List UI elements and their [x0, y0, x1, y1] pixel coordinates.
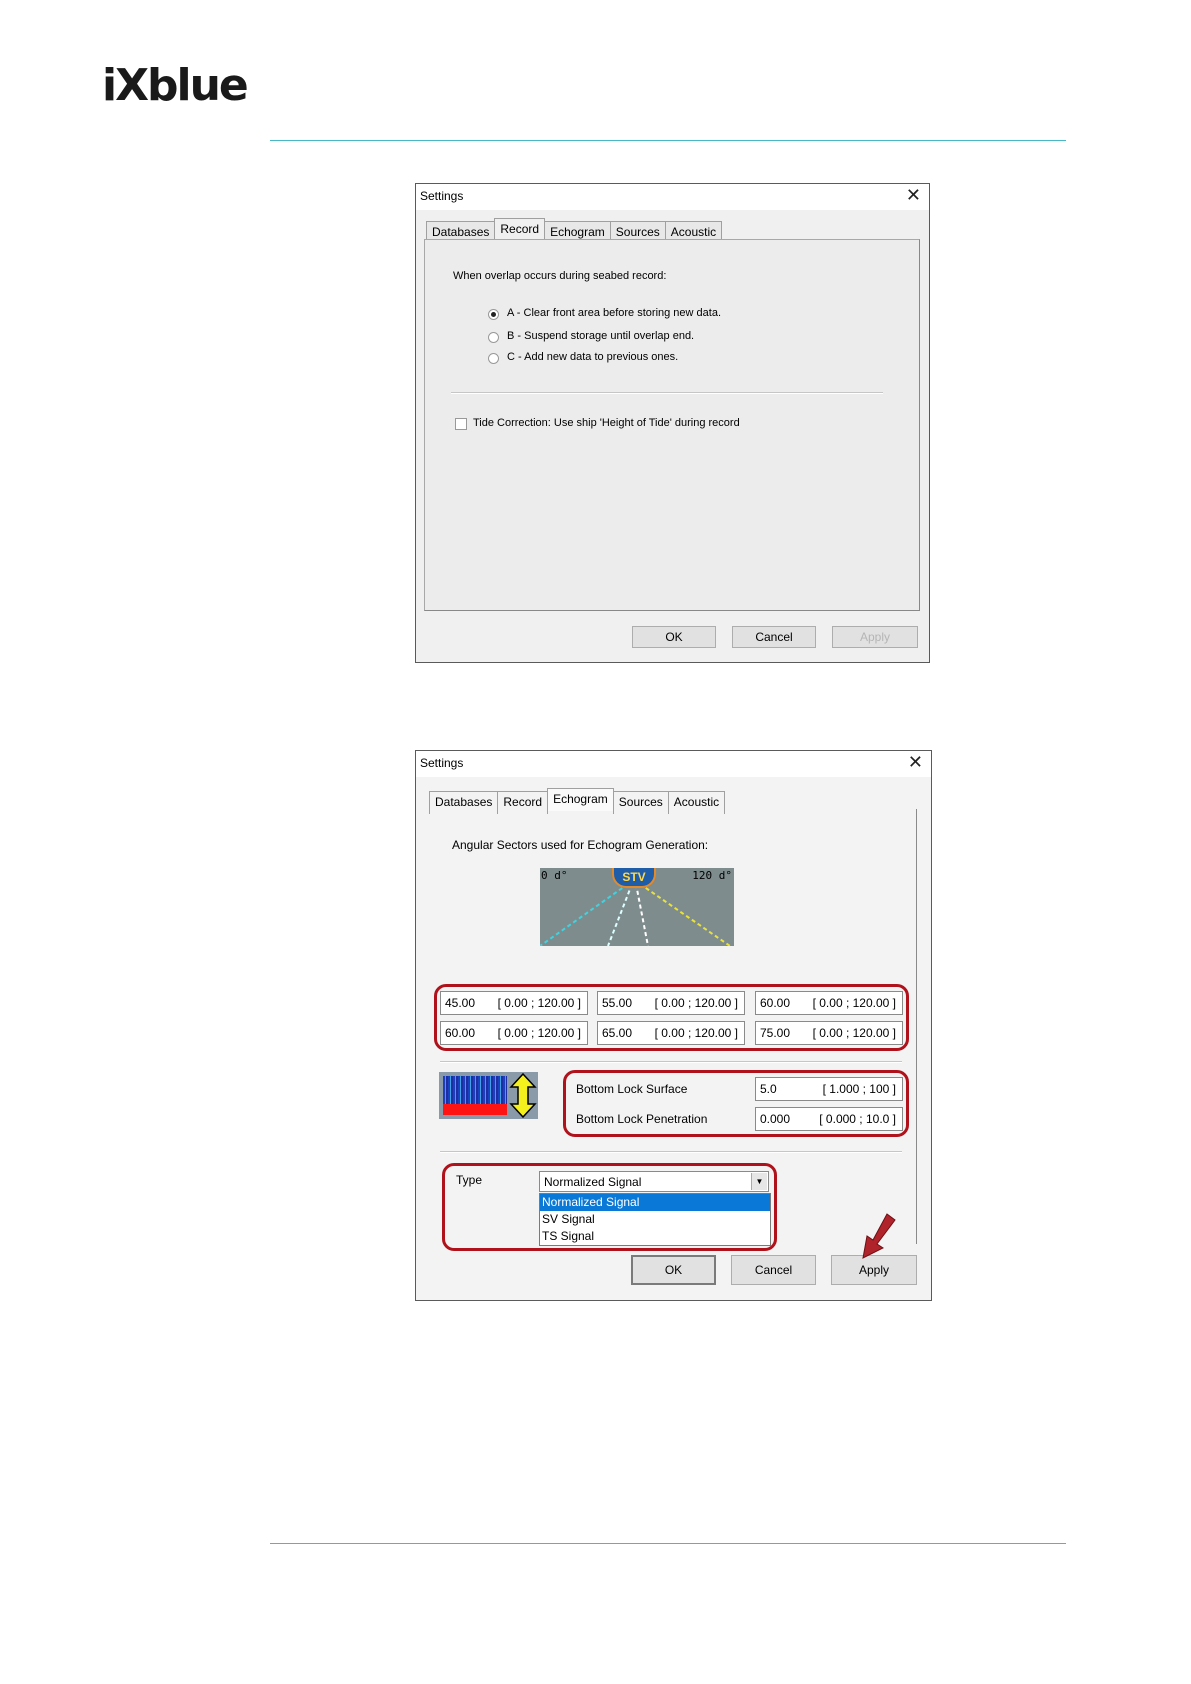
tab-databases[interactable]: Databases [426, 221, 495, 244]
sector-right-label: 120 d° [692, 869, 732, 882]
dropdown-option[interactable]: TS Signal [542, 1229, 595, 1243]
bottom-lock-surface-field[interactable]: 5.0 [ 1.000 ; 100 ] [755, 1077, 903, 1101]
close-icon[interactable]: ✕ [907, 752, 923, 773]
type-select[interactable]: Normalized Signal ▼ [539, 1171, 769, 1192]
title-bar [416, 751, 931, 777]
stv-badge: STV [612, 868, 656, 888]
sector-field-3[interactable]: 60.00 [ 0.00 ; 120.00 ] [755, 991, 903, 1015]
tide-correction-checkbox[interactable] [455, 418, 467, 430]
sector-left-label: 0 d° [541, 869, 568, 882]
divider [440, 1061, 902, 1063]
header-rule [270, 140, 1066, 141]
settings-dialog-record [415, 183, 930, 663]
tab-echogram[interactable]: Echogram [544, 221, 611, 244]
ixblue-logo: iXblue [102, 60, 247, 111]
sector-diagram [540, 868, 734, 946]
option-a-label: A - Clear front area before storing new data. [507, 307, 722, 319]
signal-image [443, 1076, 507, 1104]
tab-echogram[interactable]: Echogram [547, 788, 614, 811]
dialog-title: Settings [420, 756, 464, 770]
cancel-button[interactable]: Cancel [731, 1255, 816, 1285]
tab-databases[interactable]: Databases [429, 791, 498, 814]
bottom-band [443, 1104, 507, 1115]
sectors-label: Angular Sectors used for Echogram Generation: [452, 838, 709, 852]
tab-strip [429, 791, 724, 814]
type-highlight [442, 1163, 777, 1251]
tab-record[interactable]: Record [497, 791, 548, 814]
ok-button[interactable]: OK [632, 626, 716, 648]
tab-sources[interactable]: Sources [613, 791, 669, 814]
apply-button[interactable]: Apply [831, 1255, 917, 1285]
tab-acoustic[interactable]: Acoustic [668, 791, 725, 814]
option-b-label: B - Suspend storage until overlap end. [507, 330, 695, 342]
tab-record[interactable]: Record [494, 218, 545, 241]
panel-edge [916, 809, 917, 1244]
sector-field-5[interactable]: 65.00 [ 0.00 ; 120.00 ] [597, 1021, 745, 1045]
title-bar [416, 184, 929, 210]
record-panel [424, 239, 920, 611]
sector-field-2[interactable]: 55.00 [ 0.00 ; 120.00 ] [597, 991, 745, 1015]
sector-field-6[interactable]: 75.00 [ 0.00 ; 120.00 ] [755, 1021, 903, 1045]
footer-rule [270, 1543, 1066, 1544]
sector-field-4[interactable]: 60.00 [ 0.00 ; 120.00 ] [440, 1021, 588, 1045]
dropdown-option[interactable]: SV Signal [542, 1212, 595, 1226]
bottom-lock-highlight [563, 1070, 909, 1137]
option-c-label: C - Add new data to previous ones. [507, 351, 679, 363]
tab-sources[interactable]: Sources [610, 221, 666, 244]
bottom-lock-preview [439, 1072, 538, 1119]
dropdown-option[interactable]: Normalized Signal [540, 1194, 770, 1211]
apply-button[interactable]: Apply [832, 626, 918, 648]
bottom-lock-surface-label: Bottom Lock Surface [576, 1082, 688, 1096]
up-down-arrow-icon [509, 1073, 537, 1118]
type-label: Type [456, 1173, 483, 1187]
bottom-lock-penetration-label: Bottom Lock Penetration [576, 1112, 708, 1126]
divider [440, 1151, 902, 1153]
close-icon[interactable]: ✕ [905, 185, 921, 206]
ok-button[interactable]: OK [631, 1255, 716, 1285]
cancel-button[interactable]: Cancel [732, 626, 816, 648]
tab-acoustic[interactable]: Acoustic [665, 221, 722, 244]
chevron-down-icon[interactable]: ▼ [751, 1173, 767, 1190]
option-c-radio[interactable] [488, 353, 499, 364]
dialog-title: Settings [420, 189, 464, 203]
option-b-radio[interactable] [488, 332, 499, 343]
divider [451, 392, 883, 394]
pointer-arrow-icon [857, 1212, 897, 1262]
option-a-radio[interactable] [488, 309, 499, 320]
tide-correction-label: Tide Correction: Use ship 'Height of Tide' during record [473, 417, 740, 429]
overlap-label: When overlap occurs during seabed record: [453, 270, 667, 282]
sector-field-1[interactable]: 45.00 [ 0.00 ; 120.00 ] [440, 991, 588, 1015]
sectors-highlight [434, 984, 909, 1051]
bottom-lock-penetration-field[interactable]: 0.000 [ 0.000 ; 10.0 ] [755, 1107, 903, 1131]
